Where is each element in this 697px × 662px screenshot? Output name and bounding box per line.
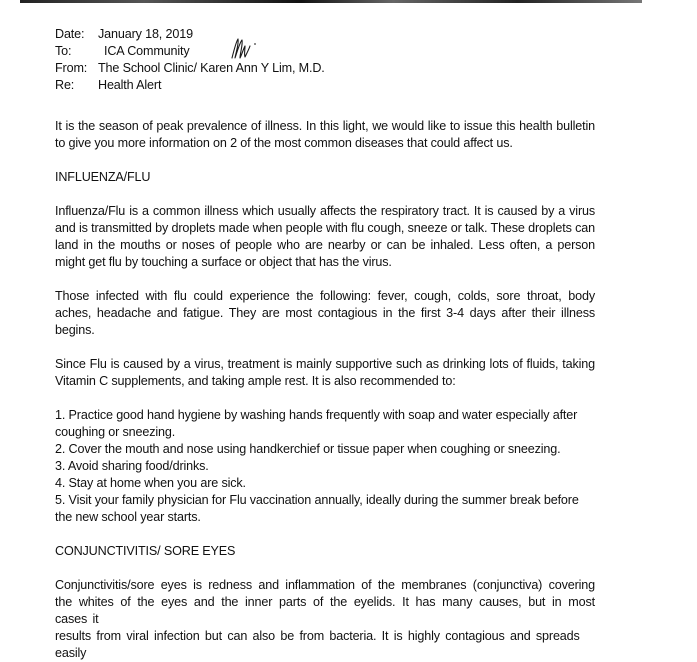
recommendations-list	[55, 407, 595, 526]
memo-from-label: From:	[55, 61, 88, 75]
recommendation-item: 1. Practice good hand hygiene by washing hands frequently with soap and water especially after coughing or sneezing.	[55, 408, 578, 439]
memo-header	[55, 26, 595, 94]
influenza-paragraph-3: Since Flu is caused by a virus, treatment is mainly supportive such as drinking lots of fluids, taking Vitamin C supplements, and taking ample rest. It is also recommended to:	[55, 357, 595, 388]
health-alert-memo	[55, 26, 595, 660]
memo-from-value: The School Clinic/ Karen Ann Y Lim, M.D.	[98, 61, 325, 75]
memo-to-label: To:	[55, 44, 72, 58]
conjunctivitis-heading: CONJUNCTIVITIS/ SORE EYES	[55, 544, 236, 558]
memo-date-row	[55, 26, 595, 43]
scan-top-edge-rule	[20, 0, 642, 3]
memo-re-label: Re:	[55, 78, 75, 92]
memo-re-row	[55, 77, 595, 94]
intro-paragraph: It is the season of peak prevalence of illness. In this light, we would like to issue this health bulletin to give you more information on 2 of the most common diseases that could affect us.	[55, 119, 595, 150]
memo-date-value: January 18, 2019	[98, 27, 193, 41]
recommendation-item: 4. Stay at home when you are sick.	[55, 476, 246, 490]
memo-re-value: Health Alert	[98, 78, 162, 92]
memo-to-row	[55, 43, 595, 60]
conjunctivitis-paragraph-cutoff-line: results from viral infection but can also be from bacteria. It is highly contagious and spreads easily	[55, 629, 580, 660]
conjunctivitis-paragraph-1: Conjunctivitis/sore eyes is redness and inflammation of the membranes (conjunctiva) covering the whites of the eyes and the inner parts of the eyelids. It has many causes, but in most cases it	[55, 578, 595, 626]
influenza-paragraph-1: Influenza/Flu is a common illness which usually affects the respiratory tract. It is caused by a virus and is transmitted by droplets made when people with flu cough, sneeze or talk. These droplets can land in the mouths or noses of people who are nearby or can be inhaled. Less often, a person might get flu by touching a surface or object that has the virus.	[55, 204, 595, 269]
memo-date-label: Date:	[55, 27, 85, 41]
memo-from-row	[55, 60, 595, 77]
handwritten-initials-icon	[228, 36, 268, 62]
influenza-heading: INFLUENZA/FLU	[55, 170, 151, 184]
influenza-paragraph-2: Those infected with flu could experience the following: fever, cough, colds, sore throat, body aches, headache and fatigue. They are most contagious in the first 3-4 days after their illness begins.	[55, 289, 595, 337]
memo-to-value: ICA Community	[104, 44, 190, 58]
recommendation-item: 5. Visit your family physician for Flu vaccination annually, ideally during the summer break before the new school year starts.	[55, 493, 579, 524]
recommendation-item: 2. Cover the mouth and nose using handkerchief or tissue paper when coughing or sneezing.	[55, 442, 561, 456]
recommendation-item: 3. Avoid sharing food/drinks.	[55, 459, 209, 473]
